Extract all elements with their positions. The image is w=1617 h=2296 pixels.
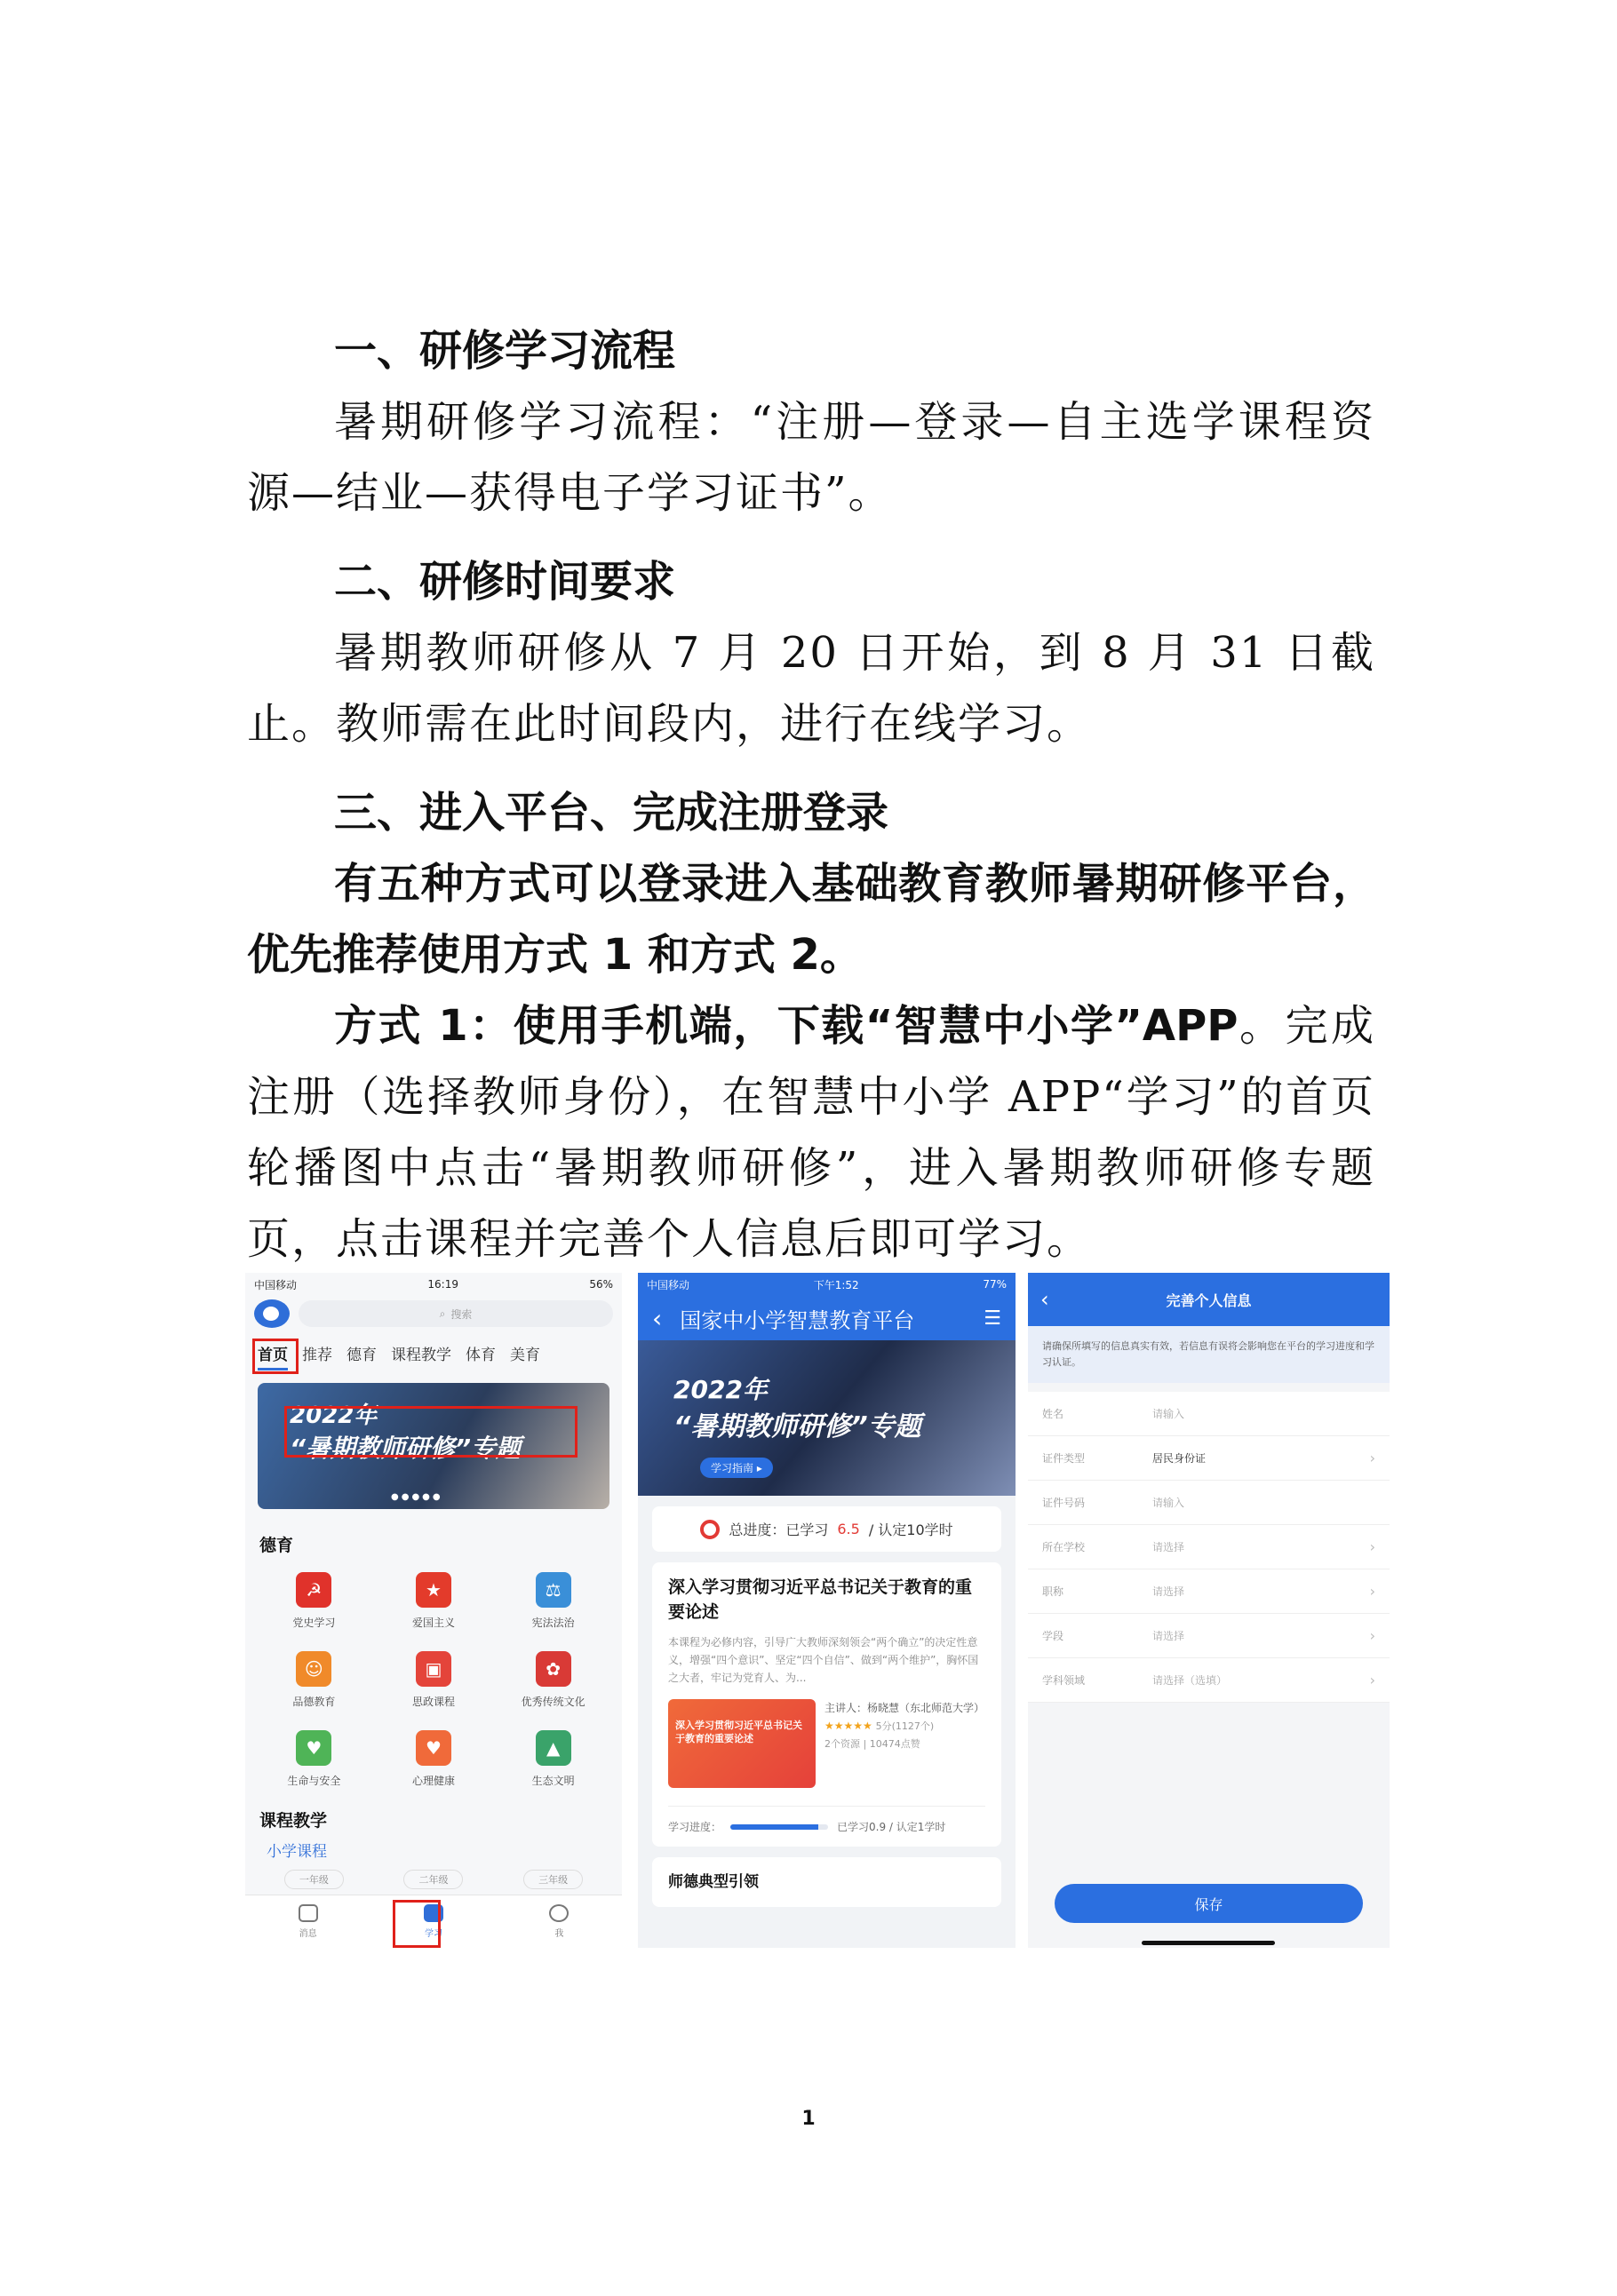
field-school[interactable]: 所在学校 请选择 › [1028, 1525, 1390, 1569]
category-tabs [245, 1331, 622, 1378]
heart-hands-icon: ♥ [296, 1730, 331, 1766]
method-1-rest: 。完成注册（选择教师身份），在智慧中小学 APP“学习”的首页轮播图中点击“暑期教师研修”，进入暑期教师研修专题页，点击课程并完善个人信息后即可学习。 [247, 1001, 1375, 1264]
banner-title: “暑期教师研修”专题 [290, 1434, 522, 1463]
person-icon: ☺ [296, 1651, 331, 1687]
clock: 下午1:52 [813, 1278, 859, 1291]
chevron-right-icon: › [1369, 1538, 1375, 1555]
paragraph-study-process: 暑期研修学习流程：“注册—登录—自主选学课程资源—结业—获得电子学习证书”。 [247, 397, 1375, 518]
chevron-right-icon: › [1369, 1583, 1375, 1600]
next-section-title: 师德典型引领 [668, 1873, 759, 1891]
tab-arts[interactable]: 美育 [510, 1347, 540, 1364]
rating-score: 5分(1127个) [875, 1720, 935, 1732]
grade-chip[interactable]: 三年级 [523, 1870, 583, 1889]
primary-course-link[interactable]: 小学课程 [267, 1843, 327, 1861]
paragraph-login-methods: 有五种方式可以登录进入基础教育教师暑期研修平台，优先推荐使用方式 1 和方式 2。 [247, 859, 1375, 980]
screenshot-app-home [245, 1273, 622, 1948]
chevron-right-icon: › [1369, 1627, 1375, 1644]
document-body [247, 315, 1375, 1275]
grid-item[interactable]: ▲ 生态文明 [493, 1730, 613, 1788]
topic-banner [638, 1340, 1016, 1496]
field-title[interactable]: 职称 请选择 › [1028, 1569, 1390, 1614]
section-course-title: 课程教学 [259, 1811, 328, 1831]
menu-icon[interactable]: ☰ [984, 1307, 1001, 1330]
screenshot-personal-info [1028, 1273, 1390, 1948]
grid-item[interactable]: ☭ 党史学习 [254, 1572, 374, 1630]
like-count: 10474点赞 [869, 1738, 920, 1750]
paragraph-time-requirement: 暑期教师研修从 7 月 20 日开始，到 8 月 31 日截止。教师需在此时间段内，进行在线学习。 [247, 628, 1375, 749]
clock: 16:19 [427, 1278, 458, 1291]
banner-year: 2022年 [673, 1375, 768, 1404]
heading-time-requirement: 二、研修时间要求 [334, 557, 676, 607]
battery: 77% [983, 1278, 1007, 1291]
grid-item[interactable]: ▣ 思政课程 [374, 1651, 494, 1709]
field-id-number[interactable]: 证件号码 请输入 [1028, 1481, 1390, 1525]
status-bar [245, 1273, 622, 1296]
chevron-right-icon: › [1369, 1450, 1375, 1466]
grade-row [245, 1864, 622, 1895]
nav-me[interactable]: 我 [549, 1904, 569, 1939]
grid-item[interactable]: ✿ 优秀传统文化 [493, 1651, 613, 1709]
learning-progress-text: 已学习0.9 / 认定1学时 [837, 1821, 946, 1833]
banner-title: “暑期教师研修”专题 [673, 1411, 921, 1442]
info-form [1028, 1392, 1390, 1703]
progress-value: 6.5 [837, 1521, 860, 1537]
guide-button[interactable]: 学习指南 ▸ [700, 1458, 773, 1478]
course-card[interactable]: 深入学习贯彻习近平总书记关于教育的重要论述 本课程为必修内容，引导广大教师深刻领会“两个确立”的决定性意义，增强“四个意识”、坚定“四个自信”、做到“两个维护”，胸怀国之大者，牢记为党育人、为... 深入学习贯彻习近平总书记关于教育的重要论述 主讲人：杨晓慧（东北师范大学） ★★★★★ 5分(1127个) 2个资源 | 10474点赞 学习进度： 已学习0.9 / 认定1学时 [652, 1562, 1001, 1847]
back-icon[interactable]: ‹ [652, 1303, 663, 1333]
grid-item[interactable]: ☺ 品德教育 [254, 1651, 374, 1709]
highlight-home-tab [252, 1339, 299, 1374]
resource-count: 2个资源 [824, 1738, 860, 1750]
form-notice: 请确保所填写的信息真实有效，若信息有误将会影响您在平台的学习进度和学习认证。 [1028, 1326, 1390, 1383]
scales-icon: ⚖ [536, 1572, 571, 1608]
save-button[interactable]: 保存 [1055, 1884, 1363, 1923]
progress-card [652, 1506, 1001, 1552]
field-stage[interactable]: 学段 请选择 › [1028, 1614, 1390, 1658]
banner-year: 2022年 [290, 1402, 378, 1429]
form-title: 完善个人信息 [1166, 1291, 1252, 1309]
paragraph-method-1 [247, 990, 1375, 1275]
search-icon: ⌕ [439, 1307, 446, 1320]
field-id-type[interactable]: 证件类型 居民身份证 › [1028, 1436, 1390, 1481]
progress-label: 总进度：已学习 [729, 1521, 829, 1538]
grid-item[interactable]: ♥ 心理健康 [374, 1730, 494, 1788]
progress-goal: / 认定10学时 [868, 1521, 953, 1538]
course-title: 深入学习贯彻习近平总书记关于教育的重要论述 [668, 1577, 973, 1622]
app-header [638, 1296, 1016, 1340]
tab-moral[interactable]: 德育 [346, 1347, 377, 1364]
progress-ring-icon [700, 1520, 720, 1539]
heading-study-process: 一、研修学习流程 [334, 326, 676, 376]
moral-grid [245, 1565, 622, 1795]
highlight-study-nav [393, 1900, 441, 1948]
learning-progress-bar [730, 1824, 828, 1830]
nav-study[interactable]: 学习 [424, 1904, 443, 1939]
carrier: 中国移动 [254, 1278, 298, 1291]
screenshot-training-page [638, 1273, 1016, 1948]
rating-stars: ★★★★★ [824, 1720, 872, 1732]
grade-chip[interactable]: 一年级 [284, 1870, 344, 1889]
tab-home[interactable]: 首页 [258, 1342, 288, 1370]
search-placeholder: 搜索 [450, 1307, 473, 1321]
nav-messages[interactable]: 消息 [299, 1904, 318, 1939]
field-subject[interactable]: 学科领域 请选择（选填） › [1028, 1658, 1390, 1703]
profile-icon [549, 1904, 569, 1922]
method-1-lead: 方式 1：使用手机端，下载“智慧中小学”APP [334, 1001, 1239, 1051]
platform-title: 国家中小学智慧教育平台 [680, 1307, 915, 1333]
learning-progress [668, 1806, 985, 1834]
page-number: 1 [801, 2108, 816, 2130]
party-history-icon: ☭ [296, 1572, 331, 1608]
knot-icon: ✿ [536, 1651, 571, 1687]
learning-progress-label: 学习进度： [668, 1821, 722, 1833]
tab-sports[interactable]: 体育 [466, 1347, 496, 1364]
form-header [1028, 1273, 1390, 1326]
home-indicator [1142, 1941, 1275, 1945]
grid-item[interactable]: ♥ 生命与安全 [254, 1730, 374, 1788]
back-icon[interactable]: ‹ [1040, 1287, 1049, 1312]
next-section-card [652, 1857, 1001, 1907]
grade-chip[interactable]: 二年级 [403, 1870, 463, 1889]
grid-item[interactable]: ⚖ 宪法法治 [493, 1572, 613, 1630]
heart-icon: ♥ [416, 1730, 451, 1766]
heading-platform-login: 三、进入平台、完成注册登录 [334, 788, 889, 838]
status-bar [638, 1273, 1016, 1296]
course-description: 本课程为必修内容，引导广大教师深刻领会“两个确立”的决定性意义，增强“四个意识”、坚定“四个自信”、做到“两个维护”，胸怀国之大者，牢记为党育人、为... [668, 1636, 979, 1684]
section-moral-title: 德育 [259, 1536, 294, 1555]
flag-icon: ★ [416, 1572, 451, 1608]
highlight-banner [284, 1406, 578, 1458]
course-thumbnail[interactable]: 深入学习贯彻习近平总书记关于教育的重要论述 [668, 1699, 816, 1788]
chevron-right-icon: › [1369, 1672, 1375, 1688]
tab-recommend[interactable]: 推荐 [302, 1347, 332, 1364]
battery: 56% [589, 1278, 613, 1291]
app-logo [254, 1299, 290, 1328]
carousel-dots: ●●●●● [391, 1492, 443, 1502]
message-icon [299, 1904, 318, 1922]
field-name[interactable]: 姓名 请输入 [1028, 1392, 1390, 1436]
search-input[interactable] [299, 1300, 613, 1327]
carrier: 中国移动 [647, 1278, 690, 1291]
grid-item[interactable]: ★ 爱国主义 [374, 1572, 494, 1630]
mountain-icon: ▲ [536, 1730, 571, 1766]
lecturer: 主讲人：杨晓慧（东北师范大学） [824, 1702, 985, 1714]
tab-course-teaching[interactable]: 课程教学 [391, 1347, 451, 1364]
learning-progress-fill [730, 1824, 818, 1830]
lecture-icon: ▣ [416, 1651, 451, 1687]
